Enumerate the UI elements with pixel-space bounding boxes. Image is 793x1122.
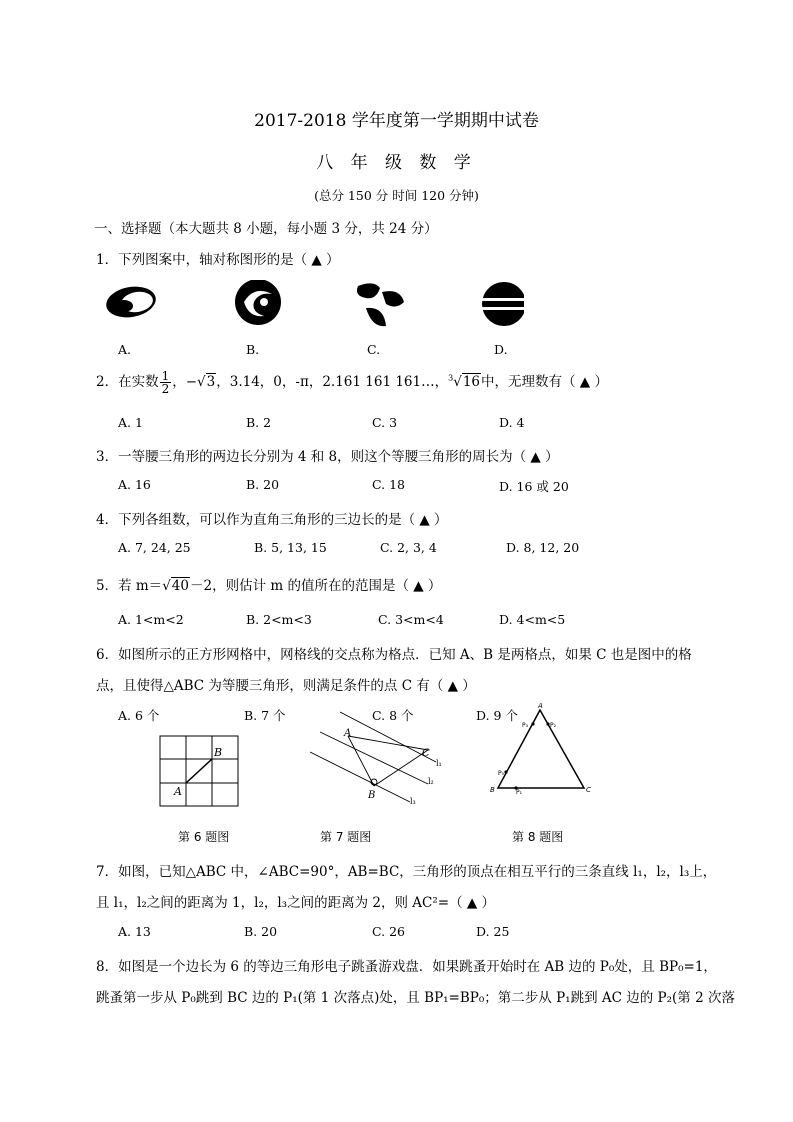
fig7-label-l2: l₂ bbox=[428, 777, 434, 786]
fig7-label-a: A bbox=[344, 728, 352, 739]
fig6-label-b: B bbox=[214, 746, 223, 759]
q2-frac-num: 1 bbox=[161, 369, 170, 383]
q1-option-c: C. bbox=[367, 342, 381, 357]
fig8-label-p3: P₃ bbox=[522, 722, 529, 729]
exam-title: 2017-2018 学年度第一学期期中试卷 bbox=[254, 111, 539, 131]
q6-option-a: A. 6 个 bbox=[118, 708, 160, 723]
q1-option-b: B. bbox=[246, 342, 260, 357]
figure-8-triangle bbox=[486, 700, 596, 800]
fig7-label-c: C bbox=[422, 748, 430, 759]
question-7-line-2: 且 l₁，l₂之间的距离为 1，l₂，l₃之间的距离为 2，则 AC²=（ ▲ ） bbox=[96, 895, 496, 911]
q4-option-b: B. 5, 13, 15 bbox=[254, 540, 327, 555]
fig8-label-a: A bbox=[538, 702, 543, 710]
question-6-line-2: 点，且使得△ABC 为等腰三角形，则满足条件的点 C 有（ ▲ ） bbox=[96, 678, 476, 694]
q7-option-c: C. 26 bbox=[372, 924, 405, 939]
q3-option-d: D. 16 或 20 bbox=[499, 479, 569, 494]
q1-option-a: A. bbox=[118, 342, 132, 357]
q2-neg: ，− bbox=[172, 374, 198, 390]
fig8-label-p0: P₀ bbox=[498, 770, 505, 777]
fig8-label-c: C bbox=[586, 786, 591, 794]
q1-pattern-d bbox=[480, 282, 524, 326]
q5-option-b: B. 2<m<3 bbox=[246, 612, 312, 627]
question-4: 4．下列各组数，可以作为直角三角形的三边长的是（ ▲ ） bbox=[96, 512, 448, 528]
fig8-label-b: B bbox=[490, 786, 495, 794]
q2-prefix: 2．在实数 bbox=[96, 374, 159, 390]
q3-option-a: A. 16 bbox=[118, 477, 151, 492]
fig7-label-b: B bbox=[368, 790, 376, 801]
q7-option-a: A. 13 bbox=[118, 924, 151, 939]
figure-7-parallel-lines bbox=[300, 706, 450, 810]
q5-prefix: 5．若 m＝ bbox=[96, 578, 163, 594]
q1-option-d: D. bbox=[494, 342, 508, 357]
section-heading: 一、选择题（本大题共 8 小题，每小题 3 分，共 24 分） bbox=[94, 221, 438, 237]
q3-option-c: C. 18 bbox=[372, 477, 405, 492]
q3-option-b: B. 20 bbox=[246, 477, 280, 492]
q5-sqrt40: 40 bbox=[171, 578, 189, 594]
q2-fraction bbox=[160, 370, 172, 395]
q7-option-b: B. 20 bbox=[244, 924, 278, 939]
question-5: 5．若 m＝√40－2，则估计 m 的值所在的范围是（ ▲ ） bbox=[96, 578, 442, 594]
fig7-label-l1: l₁ bbox=[436, 759, 442, 768]
figure-8-caption: 第 8 题图 bbox=[512, 830, 564, 844]
exam-info: (总分 150 分 时间 120 分钟) bbox=[314, 188, 479, 203]
q4-option-d: D. 8, 12, 20 bbox=[506, 540, 580, 555]
q2-cube-value: 16 bbox=[462, 374, 480, 390]
question-8-line-2: 跳蚤第一步从 P₀跳到 BC 边的 P₁(第 1 次落点)处，且 BP₁=BP₀；第二步从 P₁跳到 AC 边的 P₂(第 2 次落 bbox=[96, 990, 735, 1006]
fig8-label-p1: P₁ bbox=[516, 789, 523, 796]
q2-frac-den: 2 bbox=[161, 382, 170, 396]
q2-middle: ，3.14，0，-π，2.161 161 161…， bbox=[216, 374, 449, 390]
q6-option-d: D. 9 个 bbox=[476, 708, 518, 723]
question-7-line-1: 7．如图，已知△ABC 中，∠ABC=90°，AB=BC，三角形的顶点在相互平行的三条直线 l₁，l₂，l₃上， bbox=[96, 864, 717, 880]
q6-option-b: B. 7 个 bbox=[244, 708, 286, 723]
q2-option-b: B. 2 bbox=[246, 415, 272, 430]
q4-option-a: A. 7, 24, 25 bbox=[118, 540, 191, 555]
question-2: 2．在实数 $\frac{1}{2}$ ，−√3，3.14，0，-π，2.161 161 161…，$^3$√16中，无理数有（ ▲ ） bbox=[96, 369, 608, 396]
figure-6-caption: 第 6 题图 bbox=[178, 830, 230, 844]
exam-subject: 八 年 级 数 学 bbox=[316, 153, 477, 173]
q5-option-a: A. 1<m<2 bbox=[118, 612, 184, 627]
figure-6-grid bbox=[150, 728, 250, 814]
q5-option-d: D. 4<m<5 bbox=[499, 612, 566, 627]
question-1: 1．下列图案中，轴对称图形的是（ ▲ ） bbox=[96, 252, 340, 268]
q2-option-a: A. 1 bbox=[118, 415, 143, 430]
q1-pattern-c bbox=[357, 283, 404, 326]
q6-option-c: C. 8 个 bbox=[372, 708, 414, 723]
fig6-label-a: A bbox=[174, 785, 182, 798]
q2-suffix: 中，无理数有（ ▲ ） bbox=[481, 374, 608, 390]
question-8-line-1: 8．如图是一个边长为 6 的等边三角形电子跳蚤游戏盘．如果跳蚤开始时在 AB 边的 P₀处，且 BP₀=1， bbox=[96, 959, 717, 975]
fig8-label-p2: P₂ bbox=[550, 722, 557, 729]
question-6-line-1: 6．如图所示的正方形网格中，网格线的交点称为格点．已知 A、B 是两格点，如果 C 也是图中的格 bbox=[96, 647, 692, 663]
q7-option-d: D. 25 bbox=[476, 924, 510, 939]
figure-7-caption: 第 7 题图 bbox=[320, 830, 372, 844]
q1-pattern-b bbox=[235, 280, 281, 325]
question-3: 3．一等腰三角形的两边长分别为 4 和 8，则这个等腰三角形的周长为（ ▲ ） bbox=[96, 449, 559, 465]
q1-pattern-images bbox=[104, 280, 524, 330]
q2-option-d: D. 4 bbox=[499, 415, 525, 430]
q2-option-c: C. 3 bbox=[372, 415, 398, 430]
q2-sqrt3: 3 bbox=[206, 374, 216, 390]
q5-suffix: －2，则估计 m 的值所在的范围是（ ▲ ） bbox=[189, 578, 442, 594]
q1-pattern-a bbox=[104, 283, 158, 321]
q5-option-c: C. 3<m<4 bbox=[378, 612, 444, 627]
fig7-label-l3: l₃ bbox=[410, 797, 416, 806]
q4-option-c: C. 2, 3, 4 bbox=[380, 540, 437, 555]
q2-cube-index: 3 bbox=[448, 373, 454, 383]
